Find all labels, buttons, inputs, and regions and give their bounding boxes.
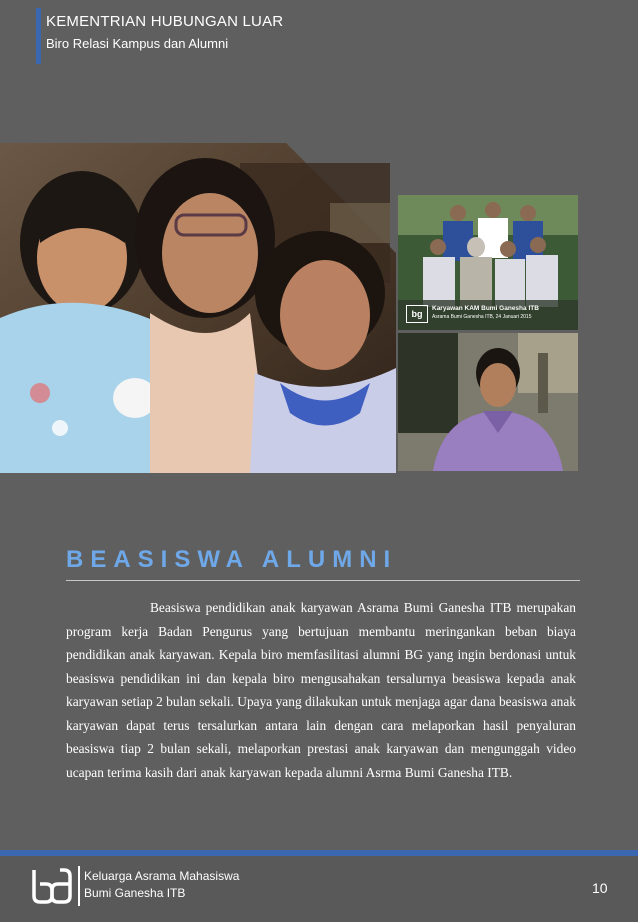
caption-line-2: Asrama Bumi Ganesha ITB, 24 Januari 2015 [432, 314, 532, 320]
section-body: Beasiswa pendidikan anak karyawan Asrama Bumi Ganesha ITB merupakan program kerja Badan Pengurus yang bertujuan membantu meringankan beban biaya pendidikan anak karyawan. Kepala biro memfasilitasi alumni BG yang ingin berdonasi untuk beasiswa pendidikan ini dan kepala biro mengusahakan tersalurnya beasiswa kepada anak karyawan setiap 2 bulan sekali. Upaya yang dilakukan untuk menjaga agar dana beasiswa anak karyawan dapat terus tersalurkan antara lain dengan cara melaporkan hasil penyaluran beasiswa tiap 2 bulan sekali, melaporkan prestasi anak karyawan dan mengunggah video ucapan terima kasih dari anak karyawan kepada alumni Asrma Bumi Ganesha ITB. [66, 600, 576, 780]
photo-staff-group [398, 195, 578, 330]
footer-divider [78, 866, 80, 906]
photo-caption [432, 305, 539, 321]
org-logo [30, 866, 74, 906]
header-subtitle: Biro Relasi Kampus dan Alumni [46, 36, 229, 51]
caption-logo: bg [406, 305, 428, 323]
header-accent-bar [36, 8, 41, 64]
footer-org-line-1: Keluarga Asrama Mahasiswa [84, 869, 240, 883]
section-divider [66, 580, 580, 581]
footer-org-line-2: Bumi Ganesha ITB [84, 886, 186, 900]
caption-line-1: Karyawan KAM Bumi Ganesha ITB [432, 305, 539, 312]
header-title: KEMENTRIAN HUBUNGAN LUAR [46, 13, 284, 30]
page-number: 10 [592, 880, 608, 896]
photo-student [398, 333, 578, 471]
section-title: BEASISWA ALUMNI [66, 546, 398, 573]
footer-stripe [0, 850, 638, 856]
photo-children [0, 143, 396, 473]
